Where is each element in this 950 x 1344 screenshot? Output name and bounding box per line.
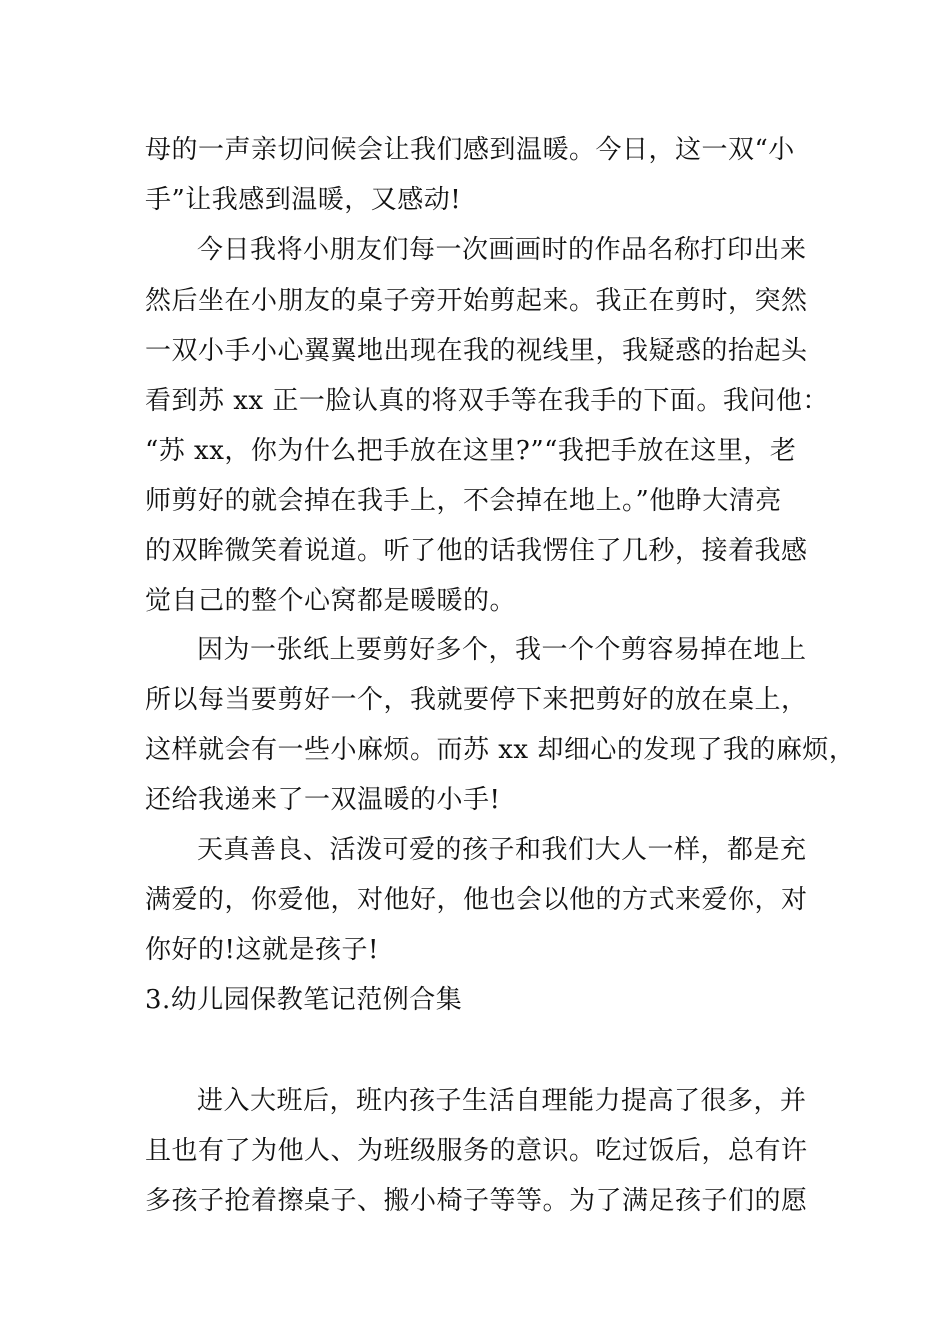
paragraph-start-line: 进入大班后，班内孩子生活自理能力提高了很多，并 [197,1086,807,1116]
text-line: 所以每当要剪好一个，我就要停下来把剪好的放在桌上， [145,685,808,715]
text-line: 这样就会有一些小麻烦。而苏 xx 却细心的发现了我的麻烦， [145,735,856,765]
text-line: 师剪好的就会掉在我手上，不会掉在地上。”他睁大清亮 [145,486,782,516]
text-line: 且也有了为他人、为班级服务的意识。吃过饭后，总有许 [145,1136,808,1166]
section-heading: 3.幼儿园保教笔记范例合集 [145,985,463,1015]
text-line: 一双小手小心翼翼地出现在我的视线里，我疑惑的抬起头 [145,336,808,366]
text-line: 然后坐在小朋友的桌子旁开始剪起来。我正在剪时，突然 [145,286,808,316]
text-line: 觉自己的整个心窝都是暖暖的。 [145,586,517,616]
paragraph-start-line: 天真善良、活泼可爱的孩子和我们大人一样，都是充 [197,835,807,865]
text-line: 还给我递来了一双温暖的小手! [145,785,501,815]
text-line: 看到苏 xx 正一脸认真的将双手等在我手的下面。我问他： [145,386,829,416]
text-line: “苏 xx，你为什么把手放在这里?”“我把手放在这里，老 [145,436,797,466]
paragraph-start-line: 因为一张纸上要剪好多个，我一个个剪容易掉在地上 [197,635,807,665]
text-line: 你好的!这就是孩子! [145,935,379,965]
text-line: 满爱的，你爱他，对他好，他也会以他的方式来爱你，对 [145,885,808,915]
paragraph-start-line: 今日我将小朋友们每一次画画时的作品名称打印出来 [197,235,807,265]
text-line: 母的一声亲切问候会让我们感到温暖。今日，这一双“小 [145,135,795,165]
text-line: 的双眸微笑着说道。听了他的话我愣住了几秒，接着我感 [145,536,808,566]
text-line: 手”让我感到温暖，又感动! [145,185,462,215]
text-line: 多孩子抢着擦桌子、搬小椅子等等。为了满足孩子们的愿 [145,1186,808,1216]
